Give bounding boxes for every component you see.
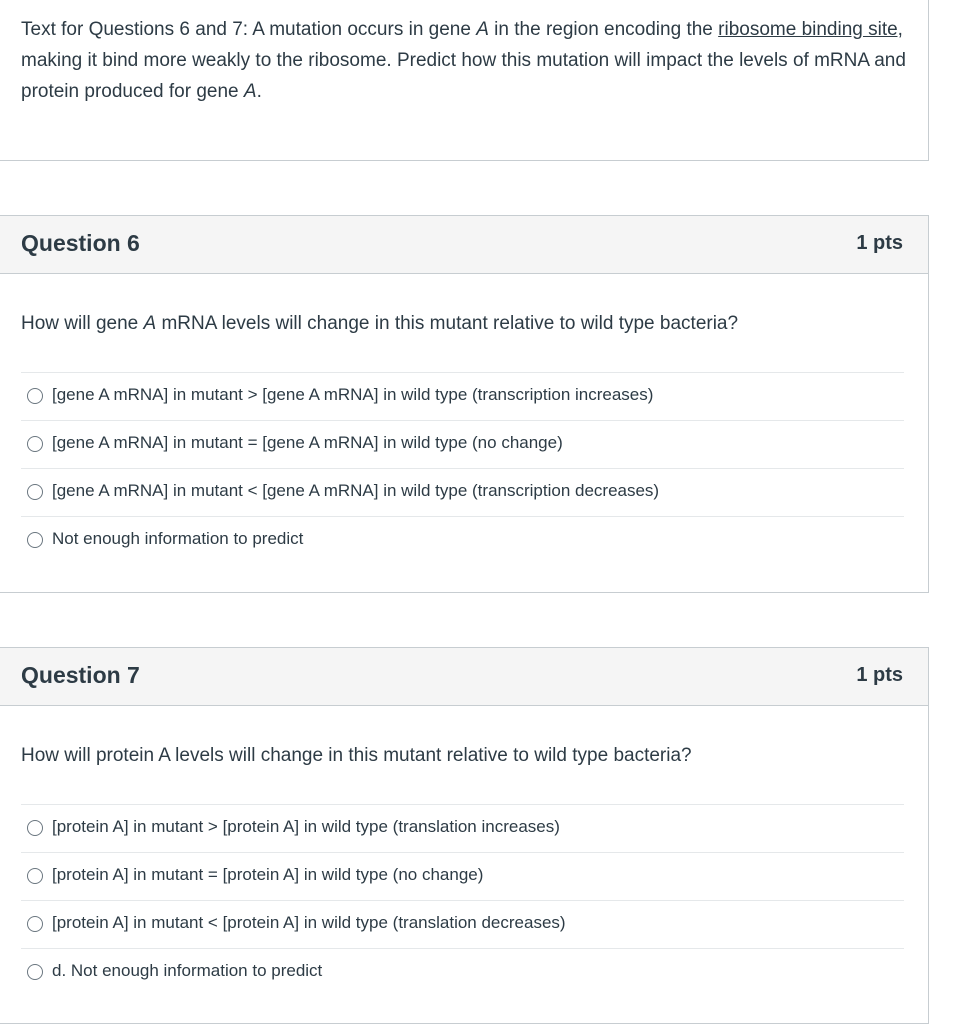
question-points: 1 pts bbox=[856, 664, 903, 686]
question-title: Question 6 bbox=[21, 230, 140, 256]
radio-button[interactable] bbox=[27, 388, 43, 404]
answer-option[interactable] bbox=[21, 901, 904, 949]
answer-label: [protein A] in mutant < [protein A] in wild type (translation decreases) bbox=[52, 913, 566, 932]
answer-option[interactable] bbox=[21, 421, 904, 469]
question-header bbox=[0, 216, 928, 274]
ribosome-binding-site-link[interactable]: ribosome binding site, bbox=[718, 19, 903, 40]
radio-button[interactable] bbox=[27, 916, 43, 932]
answer-option[interactable] bbox=[21, 373, 904, 421]
question-passage bbox=[0, 0, 929, 161]
question-text: How will gene A mRNA levels will change in this mutant relative to wild type bacteria? bbox=[21, 313, 739, 334]
question-points: 1 pts bbox=[856, 232, 903, 254]
passage-text-part: . bbox=[256, 81, 262, 102]
gene-name: A bbox=[476, 19, 489, 40]
radio-button[interactable] bbox=[27, 532, 43, 548]
gene-name: A bbox=[143, 313, 157, 334]
passage-text-part: Text for Questions 6 and 7: A mutation occurs in gene bbox=[21, 19, 477, 40]
answer-option[interactable] bbox=[21, 949, 904, 996]
answer-label: [gene A mRNA] in mutant < [gene A mRNA] in wild type (transcription decreases) bbox=[52, 481, 660, 500]
question-6 bbox=[0, 215, 929, 593]
answer-list bbox=[21, 372, 904, 564]
answer-option[interactable] bbox=[21, 469, 904, 517]
answer-option[interactable] bbox=[21, 805, 904, 853]
answer-label: [gene A mRNA] in mutant = [gene A mRNA] in wild type (no change) bbox=[52, 433, 563, 452]
question-title: Question 7 bbox=[21, 662, 140, 688]
passage-text-part: making it bind more weakly to the ribosome. Predict how this mutation will impact the levels of mRNA and protein produced for gene bbox=[21, 50, 906, 102]
answer-label: d. Not enough information to predict bbox=[52, 961, 323, 980]
question-text: How will protein A levels will change in this mutant relative to wild type bacteria? bbox=[21, 745, 692, 766]
radio-button[interactable] bbox=[27, 868, 43, 884]
question-7 bbox=[0, 647, 929, 1024]
answer-option[interactable] bbox=[21, 853, 904, 901]
gene-name: A bbox=[243, 81, 257, 102]
radio-button[interactable] bbox=[27, 964, 43, 980]
answer-label: [gene A mRNA] in mutant > [gene A mRNA] in wild type (transcription increases) bbox=[52, 385, 654, 404]
question-header bbox=[0, 648, 928, 706]
answer-label: Not enough information to predict bbox=[52, 529, 304, 548]
answer-list bbox=[21, 804, 904, 996]
answer-option[interactable] bbox=[21, 517, 904, 564]
radio-button[interactable] bbox=[27, 820, 43, 836]
radio-button[interactable] bbox=[27, 436, 43, 452]
radio-button[interactable] bbox=[27, 484, 43, 500]
passage-text bbox=[21, 14, 911, 107]
answer-label: [protein A] in mutant = [protein A] in wild type (no change) bbox=[52, 865, 484, 884]
passage-text-part: in the region encoding the bbox=[488, 19, 719, 40]
answer-label: [protein A] in mutant > [protein A] in wild type (translation increases) bbox=[52, 817, 560, 836]
